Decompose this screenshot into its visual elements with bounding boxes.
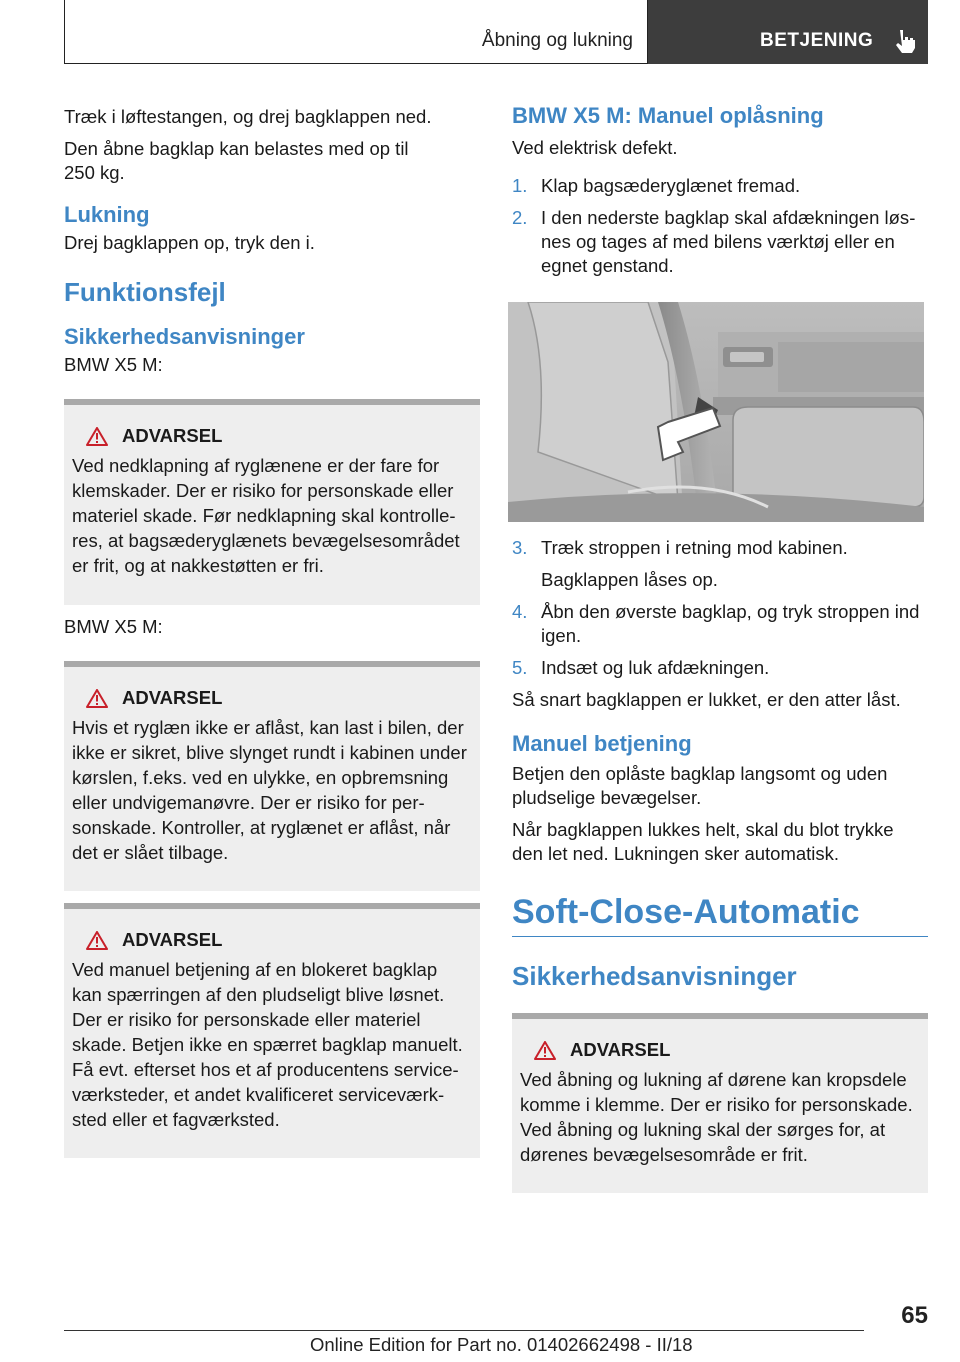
- warning-text: Ved åbning og lukning af dørene kan kropsdele komme i klemme. Der er risiko for personskade. Ved åbning og lukning skal der sørges for, at dørenes bevægelsesområde er frit.: [520, 1069, 913, 1165]
- warning-title: ADVARSEL: [122, 929, 223, 950]
- section-tab: [64, 0, 648, 64]
- warning-box: [512, 1013, 928, 1193]
- chapter-tab: [648, 0, 928, 64]
- step-number: 4.: [512, 601, 528, 622]
- step-number: 2.: [512, 207, 528, 228]
- step-text: Træk stroppen i retning mod kabinen.: [541, 537, 848, 558]
- warning-text: Ved nedklapning af ryglænene er der fare for klemskader. Der er risiko for personskade eller materiel skade. Før nedklapning skal kontrolleres, at bagsæderyglænets bevægelsesområdet er frit, og at nakkestøtten er fri.: [72, 455, 460, 576]
- warning-box: [64, 661, 480, 891]
- section-heading: Manuel betjening: [512, 731, 692, 756]
- section-heading: Sikkerhedsanvisninger: [64, 324, 305, 349]
- warning-header: [534, 1039, 920, 1061]
- paragraph: Så snart bagklappen er lukket, er den atter låst.: [512, 689, 901, 710]
- warning-triangle-icon: [534, 1041, 556, 1060]
- trunk-illustration: [508, 302, 924, 522]
- section-title: Åbning og lukning: [481, 30, 633, 51]
- steps-list: [512, 536, 928, 560]
- warning-triangle-icon: [86, 427, 108, 446]
- section-heading: Sikkerhedsanvisninger: [512, 961, 797, 991]
- step-text: Indsæt og luk afdækningen.: [541, 657, 770, 678]
- warning-triangle-icon: [86, 931, 108, 950]
- step-number: 1.: [512, 175, 528, 196]
- paragraph: Ved elektrisk defekt.: [512, 137, 678, 158]
- list-item: [512, 600, 928, 648]
- step-text: Klap bagsæderyglænet fremad.: [541, 175, 801, 196]
- paragraph: Den åbne bagklap kan belastes med op til 250 kg.: [64, 138, 409, 183]
- warning-title: ADVARSEL: [122, 425, 223, 446]
- page-header: [64, 0, 928, 64]
- paragraph: Træk i løftestangen, og drej bagklappen ned.: [64, 106, 432, 127]
- paragraph: Når bagklappen lukkes helt, skal du blot trykke den let ned. Lukningen sker automatisk.: [512, 819, 894, 864]
- warning-title: ADVARSEL: [570, 1039, 671, 1060]
- list-item: [512, 656, 928, 680]
- step-text: I den nederste bagklap skal afdækningen løsnes og tages af med bilens værktøj eller en egnet genstand.: [541, 207, 916, 276]
- left-column: [64, 100, 480, 1158]
- hand-pointer-icon: [894, 28, 918, 54]
- paragraph: BMW X5 M:: [64, 354, 163, 375]
- warning-box: [64, 399, 480, 605]
- footer-edition: Online Edition for Part no. 01402662498 - II/18: [310, 1334, 693, 1355]
- paragraph: Betjen den oplåste bagklap langsomt og uden pludselige bevægelser.: [512, 763, 888, 808]
- list-item: [512, 206, 928, 278]
- warning-box: [64, 903, 480, 1158]
- page-number: 65: [901, 1302, 928, 1329]
- section-heading: BMW X5 M: Manuel oplåsning: [512, 103, 824, 128]
- step-subtext: Bagklappen låses op.: [541, 569, 718, 590]
- warning-text: Hvis et ryglæn ikke er aflåst, kan last i bilen, der ikke er sikret, blive slynget rundt i kabinen under kørslen, f.eks. ved en ulykke, en opbremsning eller undvigemanøvre. Der er risiko for personskade. Kontroller, at ryglænet er aflåst, når det er slået tilbage.: [72, 717, 467, 863]
- warning-header: [86, 929, 472, 951]
- right-column: [512, 100, 928, 1193]
- list-item: [512, 174, 928, 198]
- section-heading: Lukning: [64, 202, 150, 227]
- warning-header: [86, 687, 472, 709]
- trunk-photo: [508, 302, 924, 522]
- step-text: Åbn den øverste bagklap, og tryk stroppen ind igen.: [541, 601, 920, 646]
- warning-text: Ved manuel betjening af en blokeret bagklap kan spærringen af den pludseligt blive løsnet. Der er risiko for personskade eller materiel skade. Betjen ikke en spærret bagklap manuelt. Få evt. efterset hos et af producentens serviceværksteder, et andet kvalificeret serviceværksted eller et fagværksted.: [72, 959, 463, 1130]
- warning-triangle-icon: [86, 689, 108, 708]
- steps-list: [512, 600, 928, 680]
- step-number: 5.: [512, 657, 528, 678]
- steps-list: [512, 174, 928, 278]
- section-heading: Funktionsfejl: [64, 277, 226, 307]
- chapter-title: BETJENING: [760, 30, 874, 51]
- chapter-heading: Soft-Close-Automatic: [512, 892, 928, 937]
- warning-title: ADVARSEL: [122, 687, 223, 708]
- step-number: 3.: [512, 537, 528, 558]
- paragraph: BMW X5 M:: [64, 616, 163, 637]
- footer-divider: [64, 1330, 864, 1331]
- list-item: [512, 536, 928, 560]
- paragraph: Drej bagklappen op, tryk den i.: [64, 232, 315, 253]
- warning-header: [86, 425, 472, 447]
